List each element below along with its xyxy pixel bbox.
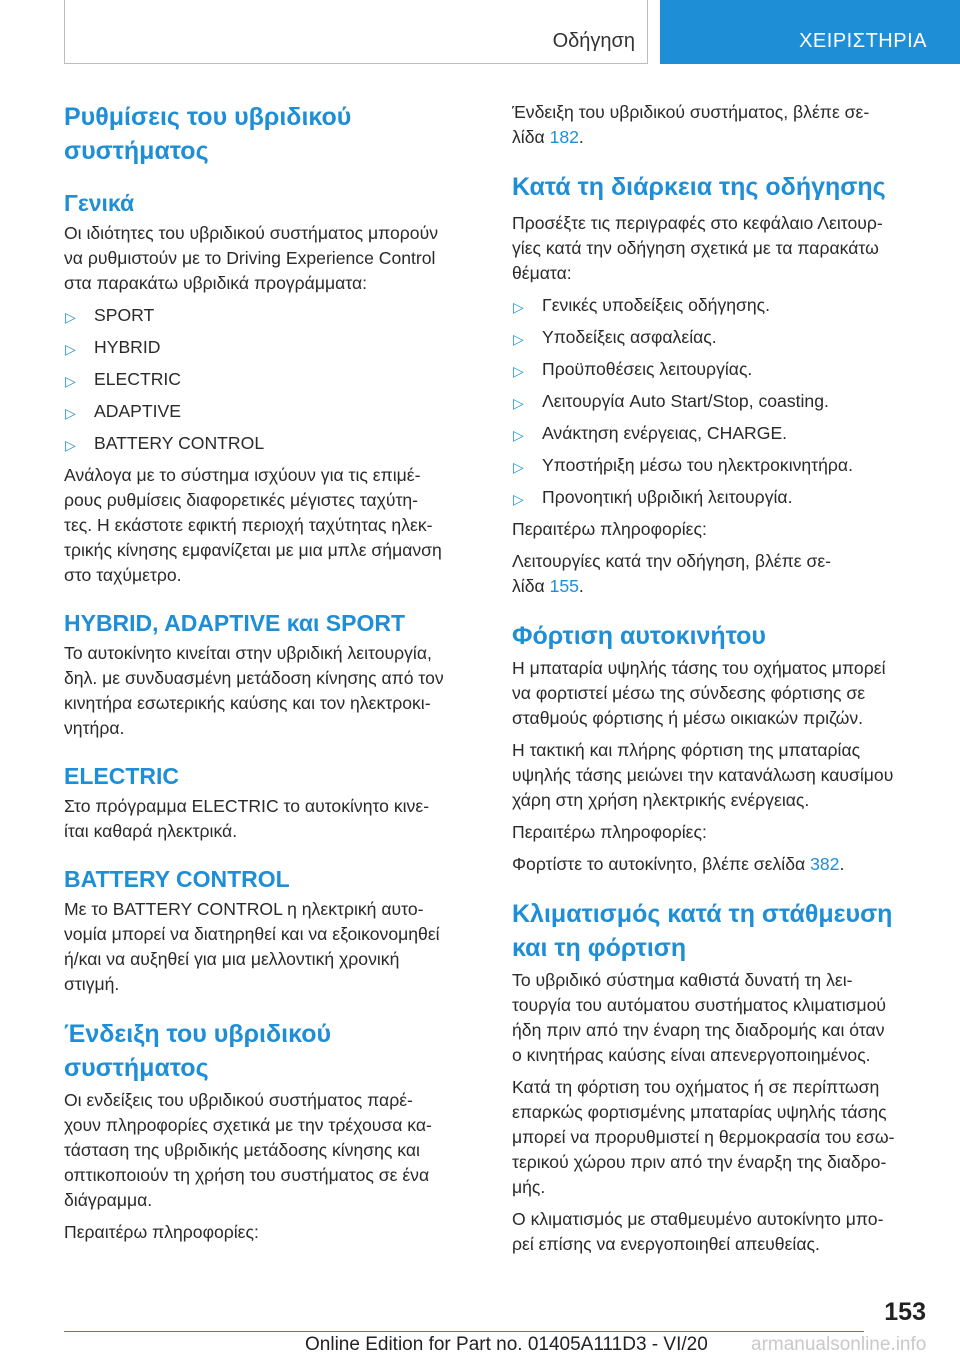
- watermark-text: armanualsonline.info: [751, 1334, 927, 1355]
- right-column: [512, 100, 928, 1257]
- climate-paragraph-2: Κατά τη φόρτιση του οχήματος ή σε περίπτωση επαρκώς φορτισμένης μπαταρίας υψηλής τάσης μπορεί να προρυθμιστεί η θερμοκρασία του εσω- τερικού χώρου πριν από την έναρξη της διαδρο- μής.: [512, 1077, 895, 1197]
- hybrid-paragraph: Το αυτοκίνητο κινείται στην υβριδική λειτουργία, δηλ. με συνδυασμένη μετάδοση κίνησης από τον κινητήρα εσωτερικής καύσης και τον ηλεκτροκι- νητήρα.: [64, 643, 444, 738]
- triangle-bullet-icon: ▷: [65, 437, 76, 453]
- triangle-bullet-icon: ▷: [65, 309, 76, 325]
- hybrid-settings-title: Ρυθμίσεις του υβριδικού συστήματος: [64, 103, 352, 165]
- list-item: ▷ Προϋποθέσεις λειτουργίας.: [512, 357, 928, 382]
- hybrid-heading: HYBRID, ADAPTIVE και SPORT: [64, 610, 405, 636]
- triangle-bullet-icon: ▷: [513, 331, 524, 347]
- driving-topic-list: [512, 293, 928, 510]
- electric-paragraph: Στο πρόγραμμα ELECTRIC το αυτοκίνητο κινε- ίται καθαρά ηλεκτρικά.: [64, 796, 430, 841]
- list-item: ▷ SPORT: [64, 303, 478, 328]
- list-item: ▷ ELECTRIC: [64, 367, 478, 392]
- header-chapter-tab: [660, 0, 960, 64]
- display-reference: Ένδειξη του υβριδικού συστήματος, βλέπε σε- λίδα 182.: [512, 102, 870, 147]
- left-column: [64, 100, 478, 1245]
- page-link-182[interactable]: 182: [549, 127, 579, 147]
- hybrid-display-paragraph: Οι ενδείξεις του υβριδικού συστήματος παρέ- χουν πληροφορίες σχετικά με την τρέχουσα κα- τάσταση της υβριδικής μετάδοσης κίνησης και οπτικοποιούν τη χρήση του συστήματος σε ένα διάγραμμα.: [64, 1090, 432, 1210]
- list-item: ▷ ADAPTIVE: [64, 399, 478, 424]
- triangle-bullet-icon: ▷: [513, 395, 524, 411]
- header-chapter-label: ΧΕΙΡΙΣΤΗΡΙΑ: [799, 30, 927, 52]
- climate-paragraph-1: Το υβριδικό σύστημα καθιστά δυνατή τη λει- τουργία του αυτόματου συστήματος κλιματισμού ήδη πριν από την έναρη της διαδρομής και όταν ο κινητήρας καύσης είναι απενεργοποιημένος.: [512, 970, 887, 1065]
- header-section-label: Οδήγηση: [552, 30, 635, 52]
- list-item: ▷ HYBRID: [64, 335, 478, 360]
- triangle-bullet-icon: ▷: [65, 373, 76, 389]
- battery-control-heading: BATTERY CONTROL: [64, 866, 290, 892]
- list-item: ▷ Προνοητική υβριδική λειτουργία.: [512, 485, 928, 510]
- triangle-bullet-icon: ▷: [65, 405, 76, 421]
- list-item: ▷ Λειτουργία Auto Start/Stop, coasting.: [512, 389, 928, 414]
- general-heading: Γενικά: [64, 190, 135, 216]
- charging-paragraph-2: Η τακτική και πλήρης φόρτιση της μπαταρίας υψηλής τάσης μειώνει την κατανάλωση καυσίμου χάρη στη χρήση ηλεκτρικής ενέργειας.: [512, 740, 894, 810]
- page-link-382[interactable]: 382: [810, 854, 840, 874]
- battery-control-paragraph: Με το BATTERY CONTROL η ηλεκτρική αυτο- νομία μπορεί να διατηρηθεί και να εξοικονομηθεί ή/και να αυξηθεί για μια μελλοντική χρονική στιγμή.: [64, 899, 440, 994]
- footer-divider: [64, 1331, 864, 1332]
- driving-reference: Λειτουργίες κατά την οδήγηση, βλέπε σε- λίδα 155.: [512, 551, 832, 596]
- triangle-bullet-icon: ▷: [513, 459, 524, 475]
- electric-heading: ELECTRIC: [64, 763, 179, 789]
- more-info-label: Περαιτέρω πληροφορίες:: [512, 822, 707, 842]
- list-item: ▷ Υποδείξεις ασφαλείας.: [512, 325, 928, 350]
- list-item: ▷ Γενικές υποδείξεις οδήγησης.: [512, 293, 928, 318]
- header-section-tab: [64, 0, 648, 64]
- more-info-label: Περαιτέρω πληροφορίες:: [64, 1222, 259, 1242]
- edition-label: Online Edition for Part no. 01405A111D3 - VI/20: [305, 1334, 708, 1355]
- climate-heading: Κλιματισμός κατά τη στάθμευση και τη φόρτιση: [512, 900, 893, 962]
- general-intro: Οι ιδιότητες του υβριδικού συστήματος μπορούν να ρυθμιστούν με το Driving Experience Control στα παρακάτω υβριδικά προγράμματα:: [64, 223, 439, 293]
- charging-paragraph-1: Η μπαταρία υψηλής τάσης του οχήματος μπορεί να φορτιστεί μέσω της σύνδεσης φόρτισης σε σταθμούς φόρτισης ή μέσω οικιακών πριζών.: [512, 658, 886, 728]
- climate-paragraph-3: Ο κλιματισμός με σταθμευμένο αυτοκίνητο μπο- ρεί επίσης να ενεργοποιηθεί απευθείας.: [512, 1209, 884, 1254]
- list-item: ▷ Ανάκτηση ενέργειας, CHARGE.: [512, 421, 928, 446]
- page-number: 153: [884, 1298, 926, 1326]
- triangle-bullet-icon: ▷: [513, 363, 524, 379]
- list-item: ▷ Υποστήριξη μέσω του ηλεκτροκινητήρα.: [512, 453, 928, 478]
- more-info-label: Περαιτέρω πληροφορίες:: [512, 519, 707, 539]
- charging-reference: Φορτίστε το αυτοκίνητο, βλέπε σελίδα 382.: [512, 854, 845, 874]
- driving-intro: Προσέξτε τις περιγραφές στο κεφάλαιο Λειτουρ- γίες κατά την οδήγηση σχετικά με τα παρακάτω θέματα:: [512, 213, 883, 283]
- program-list: [64, 303, 478, 456]
- triangle-bullet-icon: ▷: [513, 491, 524, 507]
- driving-heading: Κατά τη διάρκεια της οδήγησης: [512, 173, 886, 201]
- page-link-155[interactable]: 155: [549, 576, 579, 596]
- list-item: ▷ BATTERY CONTROL: [64, 431, 478, 456]
- triangle-bullet-icon: ▷: [65, 341, 76, 357]
- triangle-bullet-icon: ▷: [513, 427, 524, 443]
- charging-heading: Φόρτιση αυτοκινήτου: [512, 622, 766, 650]
- triangle-bullet-icon: ▷: [513, 299, 524, 315]
- hybrid-display-title: Ένδειξη του υβριδικού συστήματος: [64, 1020, 332, 1082]
- speed-info-paragraph: Ανάλογα με το σύστημα ισχύουν για τις επιμέ- ρους ρυθμίσεις διαφορετικές μέγιστες ταχύτη- τες. Η εκάστοτε εφικτή περιοχή ταχύτητας ηλεκ- τρικής κίνησης εμφανίζεται με μια μπλε σήμανση στο ταχύμετρο.: [64, 465, 442, 585]
